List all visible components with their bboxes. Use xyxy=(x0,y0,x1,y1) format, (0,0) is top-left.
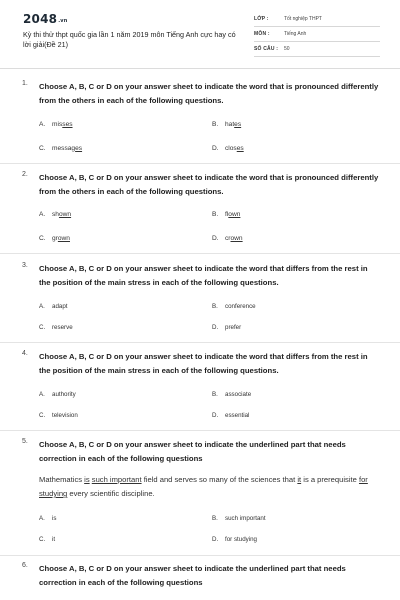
question-text: Choose A, B, C or D on your answer sheet to indicate the word that is pronounced differently from the others in each of the following questions. xyxy=(39,173,379,196)
question-divider xyxy=(0,555,400,556)
question-passage: Mathematics is such important field and serves so many of the sciences that it is a prerequisite for studying every scientific discipline. xyxy=(39,475,368,498)
question-number: 6. xyxy=(22,562,28,569)
option-d[interactable]: D. for studying xyxy=(212,536,257,543)
question-text: Choose A, B, C or D on your answer sheet to indicate the word that differs from the rest in the position of the main stress in each of the following questions. xyxy=(39,264,368,287)
question-number: 2. xyxy=(22,171,28,178)
underlined-part-a: is xyxy=(84,475,90,484)
option-a[interactable]: A. is xyxy=(39,515,57,522)
question-number: 3. xyxy=(22,262,28,269)
option-b[interactable]: B. hates xyxy=(212,121,242,128)
meta-value: Tiếng Anh xyxy=(284,31,307,37)
question-number: 1. xyxy=(22,80,28,87)
option-c[interactable]: C. messages xyxy=(39,145,83,152)
option-d[interactable]: D. closes xyxy=(212,145,244,152)
meta-value: 50 xyxy=(284,46,290,52)
option-d[interactable]: D. essential xyxy=(212,412,250,419)
option-d[interactable]: D. crown xyxy=(212,235,243,242)
meta-value: Tốt nghiệp THPT xyxy=(284,16,322,22)
meta-key: SỐ CÂU : xyxy=(254,46,279,52)
option-d[interactable]: D. prefer xyxy=(212,324,242,331)
question-number: 5. xyxy=(22,438,28,445)
page-header xyxy=(0,0,400,66)
option-a[interactable]: A. shown xyxy=(39,211,72,218)
option-a[interactable]: A. authority xyxy=(39,391,76,398)
question-text: Choose A, B, C or D on your answer sheet to indicate the word that is pronounced differently from the others in each of the following questions. xyxy=(39,82,379,105)
option-c[interactable]: C. it xyxy=(39,536,56,543)
question-divider xyxy=(0,342,400,343)
meta-key: LỚP : xyxy=(254,16,269,22)
logo-suffix: .vn xyxy=(58,18,68,24)
option-a[interactable]: A. adapt xyxy=(39,303,68,310)
option-c[interactable]: C. reserve xyxy=(39,324,73,331)
question-number: 4. xyxy=(22,350,28,357)
meta-row-subject xyxy=(254,27,380,42)
exam-meta xyxy=(254,12,380,57)
meta-row-class xyxy=(254,12,380,27)
question-divider xyxy=(0,163,400,164)
option-b[interactable]: B. associate xyxy=(212,391,252,398)
question-text: Choose A, B, C or D on your answer sheet to indicate the word that differs from the rest in the position of the main stress in each of the following questions. xyxy=(39,352,368,375)
option-b[interactable]: B. flown xyxy=(212,211,241,218)
meta-key: MÔN : xyxy=(254,31,270,37)
option-b[interactable]: B. such important xyxy=(212,515,266,522)
question-divider xyxy=(0,430,400,431)
logo-text: 2048 xyxy=(23,12,58,26)
option-c[interactable]: C. grown xyxy=(39,235,70,242)
question-divider xyxy=(0,253,400,254)
question-text: Choose A, B, C or D on your answer sheet to indicate the underlined part that needs correction in each of the following questions xyxy=(39,564,346,587)
underlined-part-c: it xyxy=(297,475,302,484)
meta-row-count xyxy=(254,42,380,57)
question-text: Choose A, B, C or D on your answer sheet to indicate the underlined part that needs correction in each of the following questions xyxy=(39,440,346,463)
header-divider xyxy=(0,68,400,69)
underlined-part-d: for studying xyxy=(39,475,368,498)
option-b[interactable]: B. conference xyxy=(212,303,256,310)
exam-title: Kỳ thi thử thpt quốc gia lần 1 năm 2019 môn Tiếng Anh cực hay có lời giải(Đề 21) xyxy=(23,30,236,49)
site-logo[interactable] xyxy=(23,12,68,26)
option-c[interactable]: C. television xyxy=(39,412,78,419)
underlined-part-b: such important xyxy=(91,475,142,484)
option-a[interactable]: A. misses xyxy=(39,121,73,128)
